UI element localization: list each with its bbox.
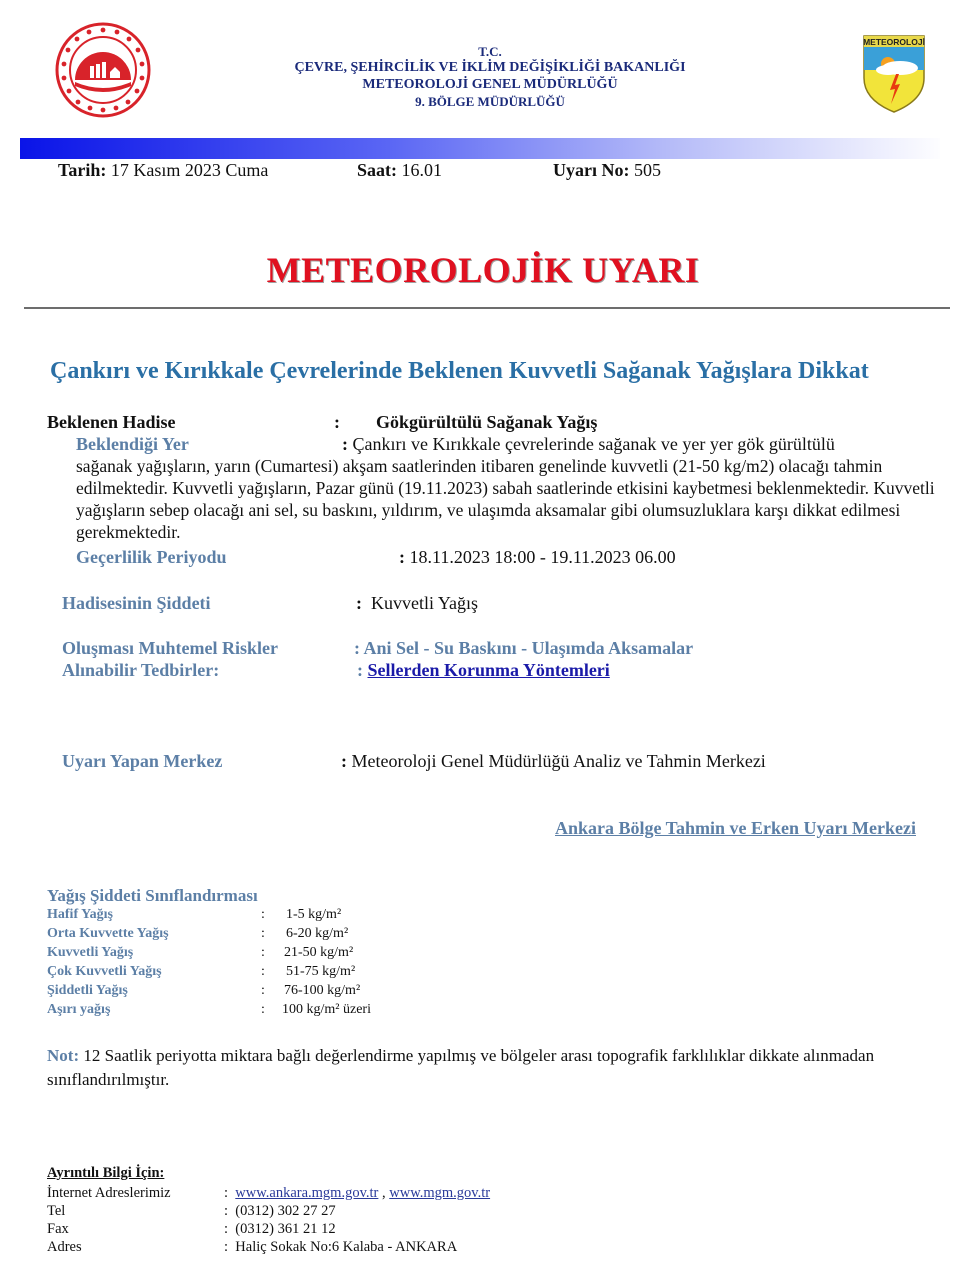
meteoroloji-shield-logo: [862, 34, 926, 114]
issuing-center-colon: :: [341, 751, 347, 771]
note-label: Not:: [47, 1046, 80, 1065]
warning-number-value: 505: [633, 160, 661, 180]
measures-label: Alınabilir Tedbirler:: [62, 660, 220, 680]
fax-label: Fax: [47, 1221, 69, 1237]
mgm-link[interactable]: www.mgm.gov.tr: [389, 1185, 491, 1201]
warning-headline: Çankırı ve Kırıkkale Çevrelerinde Beklenen Kuvvetli Sağanak Yağışlara Dikkat: [50, 358, 869, 384]
tel-colon: :: [224, 1203, 229, 1219]
date-label: Tarih:: [58, 160, 107, 180]
classification-colon: :: [261, 926, 265, 941]
location-description: sağanak yağışların, yarın (Cumartesi) akşam saatlerinden itibaren genelinde kuvvetli (21-50 kg/m2) olacağı tahmin edilmektedir. Kuvvetli yağışların, Pazar günü (19.11.2023) sabah saatlerinde etkisini kaybetmesi beklenmektedir. Kuvvetli yağışların sebep olacağı ani sel, su baskını, yıldırım, ve ulaşımda aksamalar gibi olumsuzluklara karşı dikkat edilmesi gerekmektedir.: [76, 456, 935, 542]
classification-colon: :: [261, 945, 265, 960]
classification-label: Aşırı yağış: [47, 1002, 111, 1017]
validity-colon: :: [399, 547, 405, 567]
classification-colon: :: [261, 964, 265, 979]
date-value: 17 Kasım 2023 Cuma: [110, 160, 269, 180]
classification-label: Kuvvetli Yağış: [47, 945, 134, 960]
fax-value: (0312) 361 21 12: [235, 1221, 336, 1237]
time-label: Saat:: [357, 160, 397, 180]
contact-info-title: Ayrıntılı Bilgi İçin:: [47, 1165, 165, 1181]
validity-label: Geçerlilik Periyodu: [76, 547, 227, 567]
location-value-first-line: Çankırı ve Kırıkkale çevrelerinde sağanak ve yer yer gök gürültülü: [352, 434, 835, 454]
address-field: [224, 1239, 457, 1256]
event-label: Beklenen Hadise: [47, 412, 176, 432]
measures-field: [357, 660, 610, 681]
regional-center-field: [555, 818, 916, 839]
severity-label: Hadisesinin Şiddeti: [62, 593, 211, 613]
classification-value: 51-75 kg/m²: [286, 964, 356, 979]
warning-number-label: Uyarı No:: [553, 160, 630, 180]
title-divider: [24, 307, 950, 309]
tel-field: [224, 1203, 336, 1220]
header-gradient-bar: [20, 138, 940, 159]
classification-colon: :: [261, 983, 265, 998]
classification-title: Yağış Şiddeti Sınıflandırması: [47, 886, 258, 905]
address-label: Adres: [47, 1239, 82, 1255]
regional-center-link[interactable]: Ankara Bölge Tahmin ve Erken Uyarı Merkezi: [555, 818, 916, 838]
issuing-center-value: Meteoroloji Genel Müdürlüğü Analiz ve Tahmin Merkezi: [351, 751, 766, 771]
met-logo-text: METEOROLOJİ: [863, 37, 925, 47]
classification-value: 100 kg/m² üzeri: [282, 1002, 371, 1017]
date-field: [58, 160, 268, 181]
risks-label: Oluşması Muhtemel Riskler: [62, 638, 278, 658]
event-colon: :: [334, 412, 340, 432]
classification-colon: :: [261, 1002, 265, 1017]
header-tc: T.C.: [478, 44, 502, 59]
risks-value: Ani Sel - Su Baskını - Ulaşımda Aksamalar: [363, 638, 694, 658]
link-separator: ,: [382, 1185, 386, 1201]
header-directorate: METEOROLOJİ GENEL MÜDÜRLÜĞÜ: [362, 77, 618, 92]
internet-field: [224, 1185, 490, 1202]
warning-number-field: [553, 160, 661, 181]
validity-field: [399, 547, 676, 568]
header-region: 9. BÖLGE MÜDÜRLÜĞÜ: [415, 94, 565, 109]
internet-label: İnternet Adreslerimiz: [47, 1185, 171, 1201]
time-value: 16.01: [401, 160, 442, 180]
page-title: METEOROLOJİK UYARI: [266, 250, 700, 290]
issuing-center-field: [341, 751, 766, 772]
classification-label: Hafif Yağış: [47, 907, 113, 922]
address-value: Haliç Sokak No:6 Kalaba - ANKARA: [235, 1239, 458, 1255]
header-ministry: ÇEVRE, ŞEHİRCİLİK VE İKLİM DEĞİŞİKLİĞİ BAKANLIĞI: [294, 60, 686, 75]
risks-field: [354, 638, 693, 659]
tel-label: Tel: [47, 1203, 66, 1219]
fax-field: [224, 1221, 336, 1238]
ministry-seal-logo: [55, 22, 151, 118]
location-label: Beklendiği Yer: [76, 434, 189, 454]
severity-colon: :: [356, 593, 362, 613]
risks-colon: :: [354, 638, 360, 658]
address-colon: :: [224, 1239, 229, 1255]
tel-value: (0312) 302 27 27: [235, 1203, 336, 1219]
measures-colon: :: [357, 660, 363, 680]
note: [47, 1044, 927, 1092]
classification-label: Orta Kuvvette Yağış: [47, 926, 169, 941]
severity-field: [356, 593, 478, 614]
validity-value: 18.11.2023 18:00 - 19.11.2023 06.00: [409, 547, 676, 567]
classification-label: Çok Kuvvetli Yağış: [47, 964, 162, 979]
time-field: [357, 160, 442, 181]
internet-colon: :: [224, 1185, 229, 1201]
note-text: 12 Saatlik periyotta miktara bağlı değerlendirme yapılmış ve bölgeler arası topografik farklılıklar dikkate alınmadan sınıflandırılmıştır.: [47, 1046, 875, 1089]
classification-value: 76-100 kg/m²: [284, 983, 361, 998]
flood-protection-link[interactable]: Sellerden Korunma Yöntemleri: [367, 660, 610, 680]
issuing-center-label: Uyarı Yapan Merkez: [62, 751, 223, 771]
classification-value: 21-50 kg/m²: [284, 945, 354, 960]
classification-value: 1-5 kg/m²: [286, 907, 342, 922]
classification-value: 6-20 kg/m²: [286, 926, 349, 941]
fax-colon: :: [224, 1221, 229, 1237]
location-colon-text: :: [342, 434, 348, 454]
classification-label: Şiddetli Yağış: [47, 983, 128, 998]
location-colon: [342, 434, 835, 455]
severity-value: Kuvvetli Yağış: [371, 593, 479, 613]
event-value: Gökgürültülü Sağanak Yağış: [376, 412, 598, 432]
classification-colon: :: [261, 907, 265, 922]
ankara-mgm-link[interactable]: www.ankara.mgm.gov.tr: [235, 1185, 379, 1201]
